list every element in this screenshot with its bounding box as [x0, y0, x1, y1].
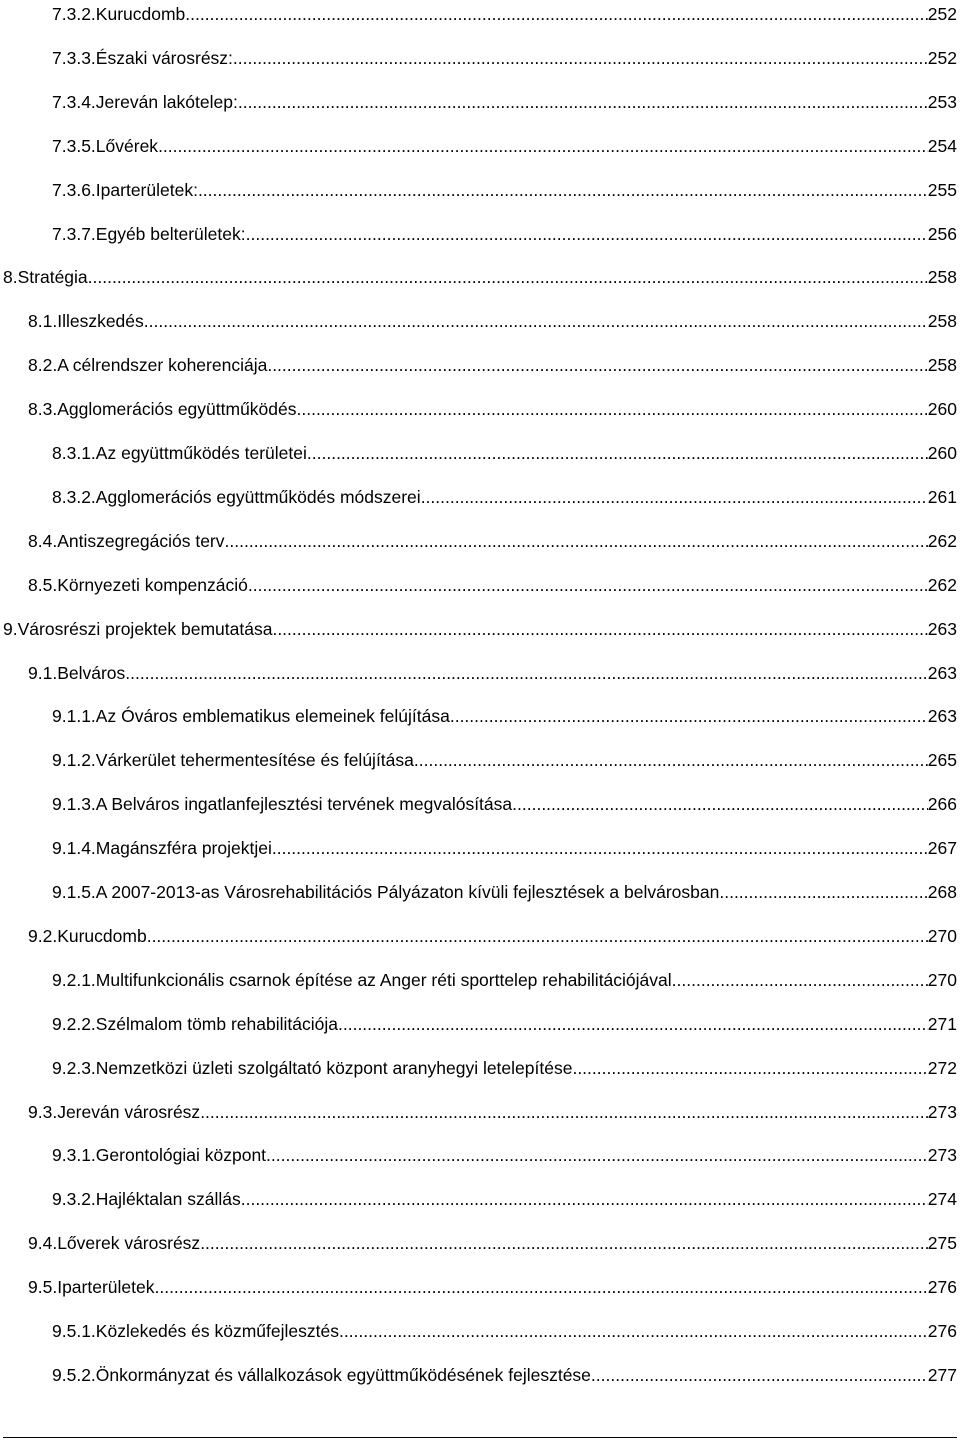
toc-dot-leader [450, 701, 928, 731]
toc-entry[interactable] [28, 526, 957, 556]
toc-entry-title: Nemzetközi üzleti szolgáltató központ aranyhegyi letelepítése [95, 1057, 573, 1078]
toc-entry[interactable] [52, 877, 957, 907]
toc-entry-page-number: 273 [927, 1145, 957, 1166]
toc-entry-page-number: 260 [927, 443, 957, 463]
toc-entry-page-number: 277 [927, 1364, 957, 1385]
toc-entry[interactable] [28, 570, 957, 600]
toc-entry-page-number: 262 [927, 530, 957, 551]
toc-entry-number: 8.1. [28, 311, 58, 332]
toc-entry[interactable] [52, 219, 957, 249]
toc-dot-leader [241, 1184, 928, 1214]
toc-entry-page-number: 252 [927, 4, 957, 24]
toc-dot-leader [297, 394, 928, 424]
toc-dot-leader [339, 1316, 928, 1346]
toc-entry-number: 7.3.3. [52, 47, 96, 68]
toc-entry-number: 8.2. [28, 355, 58, 376]
toc-entry-page-number: 256 [927, 223, 957, 244]
toc-entry[interactable] [3, 262, 957, 292]
toc-entry-page-number: 263 [927, 662, 957, 683]
toc-entry-title: Önkormányzat és vállalkozások együttműködésének fejlesztése [95, 1364, 591, 1385]
toc-entry-number: 7.3.2. [52, 4, 96, 24]
toc-entry[interactable] [28, 350, 957, 380]
toc-entry[interactable] [3, 614, 957, 644]
toc-entry[interactable] [52, 482, 957, 512]
toc-dot-leader [512, 789, 928, 819]
toc-entry-number: 7.3.7. [52, 223, 96, 244]
toc-dot-leader [421, 482, 928, 512]
toc-entry-number: 7.3.4. [52, 91, 96, 112]
toc-entry-page-number: 252 [927, 47, 957, 68]
toc-entry-number: 9.1.3. [52, 794, 96, 815]
toc-entry-title: Kurucdomb [57, 925, 147, 946]
page-bottom-rule [3, 1437, 957, 1438]
toc-dot-leader [307, 438, 928, 468]
toc-dot-leader [88, 262, 928, 292]
toc-dot-leader [238, 87, 928, 117]
toc-entry-page-number: 265 [927, 750, 957, 771]
toc-entry-number: 9.1.1. [52, 706, 96, 727]
toc-entry-number: 9.3.1. [52, 1145, 96, 1166]
toc-dot-leader [200, 1097, 928, 1127]
toc-entry-title: Iparterületek: [95, 179, 198, 200]
toc-entry[interactable] [52, 175, 957, 205]
toc-entry[interactable] [52, 1140, 957, 1170]
toc-dot-leader [200, 1228, 928, 1258]
toc-entry-number: 7.3.5. [52, 135, 96, 156]
toc-entry[interactable] [52, 701, 957, 731]
toc-entry-number: 8.4. [28, 530, 58, 551]
toc-entry-number: 8.3. [28, 399, 58, 420]
toc-entry[interactable] [52, 438, 957, 468]
toc-entry-title: Lőverek városrész [57, 1233, 201, 1254]
toc-dot-leader [154, 1272, 927, 1302]
toc-entry-title: Az Óváros emblematikus elemeinek felújítása [95, 706, 450, 727]
toc-entry-number: 8.3.2. [52, 486, 96, 507]
toc-dot-leader [248, 570, 928, 600]
toc-dot-leader [414, 745, 928, 775]
toc-entry-title: Antiszegregációs terv [57, 530, 225, 551]
toc-entry-title: Lővérek [95, 135, 159, 156]
toc-dot-leader [272, 614, 927, 644]
toc-entry-page-number: 258 [927, 311, 957, 332]
toc-entry-title: Stratégia [17, 267, 88, 288]
toc-entry-title: Iparterületek [57, 1277, 155, 1298]
toc-entry-title: Környezeti kompenzáció [57, 574, 248, 595]
toc-dot-leader [272, 833, 928, 863]
toc-entry[interactable] [52, 833, 957, 863]
toc-dot-leader [591, 1360, 928, 1390]
toc-entry-title: Szélmalom tömb rehabilitációja [95, 1013, 338, 1034]
toc-entry[interactable] [28, 1097, 957, 1127]
toc-entry-number: 9.3.2. [52, 1189, 96, 1210]
toc-entry-page-number: 270 [927, 925, 957, 946]
toc-entry-title: Városrészi projektek bemutatása [17, 618, 273, 639]
toc-entry-number: 9.2.1. [52, 969, 96, 990]
toc-entry-page-number: 270 [927, 969, 957, 990]
toc-entry-number: 9.3. [28, 1101, 58, 1122]
toc-dot-leader [267, 350, 927, 380]
toc-dot-leader [185, 0, 928, 29]
toc-entry-title: Jereván lakótelep: [95, 91, 238, 112]
toc-entry-page-number: 263 [927, 706, 957, 727]
toc-entry[interactable] [52, 43, 957, 73]
toc-entry-title: Közlekedés és közműfejlesztés [95, 1321, 339, 1341]
toc-entry[interactable] [52, 1184, 957, 1214]
toc-entry-page-number: 260 [927, 399, 957, 420]
toc-entry[interactable] [52, 87, 957, 117]
toc-entry-number: 9.1. [28, 662, 58, 683]
toc-entry[interactable] [52, 1360, 957, 1390]
toc-entry-title: A célrendszer koherenciája [57, 355, 268, 376]
toc-entry-number: 9.2. [28, 925, 58, 946]
toc-entry-title: Belváros [57, 662, 126, 683]
toc-dot-leader [158, 131, 928, 161]
toc-entry-page-number: 273 [927, 1101, 957, 1122]
toc-entry-title: Jereván városrész [57, 1101, 201, 1122]
toc-entry-number: 9.1.4. [52, 838, 96, 859]
toc-entry[interactable] [52, 965, 957, 995]
toc-entry-title: A Belváros ingatlanfejlesztési tervének megvalósítása [95, 794, 513, 815]
toc-entry-page-number: 276 [927, 1321, 957, 1341]
toc-entry-page-number: 276 [927, 1277, 957, 1298]
toc-entry-number: 9. [3, 618, 18, 639]
toc-entry[interactable] [52, 131, 957, 161]
toc-entry-page-number: 266 [927, 794, 957, 815]
toc-entry[interactable] [52, 1053, 957, 1083]
toc-entry-page-number: 258 [927, 355, 957, 376]
toc-entry-title: Hajléktalan szállás [95, 1189, 241, 1210]
toc-entry-number: 8.5. [28, 574, 58, 595]
toc-entry-number: 9.5.1. [52, 1321, 96, 1341]
toc-entry-title: Északi városrész: [95, 47, 233, 68]
toc-entry-title: Multifunkcionális csarnok építése az Anger réti sporttelep rehabilitációjával [95, 969, 672, 990]
toc-entry-number: 8.3.1. [52, 443, 96, 463]
toc-dot-leader [125, 658, 928, 688]
toc-entry-title: Egyéb belterületek: [95, 223, 246, 244]
toc-entry-page-number: 253 [927, 91, 957, 112]
toc-entry-number: 9.1.5. [52, 882, 96, 902]
toc-dot-leader [266, 1140, 928, 1170]
toc-dot-leader [147, 921, 928, 951]
toc-entry-number: 8. [3, 267, 18, 288]
toc-entry-page-number: 272 [927, 1057, 957, 1078]
toc-entry-page-number: 267 [927, 838, 957, 859]
toc-entry-title: Várkerület tehermentesítése és felújítása [95, 750, 414, 771]
toc-dot-leader [198, 175, 928, 205]
toc-entry-title: A 2007-2013-as Városrehabilitációs Pályázaton kívüli fejlesztések a belvárosban [95, 882, 720, 902]
toc-entry-page-number: 271 [927, 1013, 957, 1034]
toc-dot-leader [246, 219, 928, 249]
toc-entry-number: 9.5. [28, 1277, 58, 1298]
toc-entry-number: 9.2.3. [52, 1057, 96, 1078]
toc-dot-leader [672, 965, 928, 995]
toc-entry-number: 9.5.2. [52, 1364, 96, 1385]
toc-entry[interactable] [28, 1228, 957, 1258]
toc-entry-page-number: 254 [927, 135, 957, 156]
toc-entry-number: 9.2.2. [52, 1013, 96, 1034]
toc-entry-title: Magánszféra projektjei [95, 838, 272, 859]
toc-entry-number: 9.1.2. [52, 750, 96, 771]
toc-entry-page-number: 255 [927, 179, 957, 200]
toc-entry[interactable] [52, 1009, 957, 1039]
toc-entry-title: Illeszkedés [57, 311, 144, 332]
toc-entry[interactable] [28, 306, 957, 336]
toc-entry[interactable] [52, 0, 957, 29]
toc-entry[interactable] [28, 394, 957, 424]
toc-entry-page-number: 275 [927, 1233, 957, 1254]
toc-entry[interactable] [28, 921, 957, 951]
toc-entry-title: Agglomerációs együttműködés módszerei [95, 486, 421, 507]
toc-entry[interactable] [28, 1272, 957, 1302]
toc-entry[interactable] [52, 789, 957, 819]
toc-entry[interactable] [52, 745, 957, 775]
toc-entry-page-number: 258 [927, 267, 957, 288]
toc-entry-page-number: 268 [927, 882, 957, 902]
toc-entry-number: 7.3.6. [52, 179, 96, 200]
toc-entry-page-number: 274 [927, 1189, 957, 1210]
toc-entry-title: Gerontológiai központ [95, 1145, 267, 1166]
toc-entry-title: Kurucdomb [95, 4, 186, 24]
toc-dot-leader [338, 1009, 928, 1039]
toc-entry[interactable] [28, 658, 957, 688]
toc-dot-leader [572, 1053, 927, 1083]
toc-dot-leader [225, 526, 928, 556]
toc-entry-title: Az együttműködés területei [95, 443, 307, 463]
toc-dot-leader [144, 306, 928, 336]
toc-dot-leader [233, 43, 928, 73]
toc-dot-leader [719, 877, 927, 907]
toc-entry-page-number: 261 [927, 486, 957, 507]
toc-entry-page-number: 263 [927, 618, 957, 639]
toc-entry-number: 9.4. [28, 1233, 58, 1254]
toc-entry-title: Agglomerációs együttműködés [57, 399, 297, 420]
toc-entry[interactable] [52, 1316, 957, 1346]
toc-entry-page-number: 262 [927, 574, 957, 595]
